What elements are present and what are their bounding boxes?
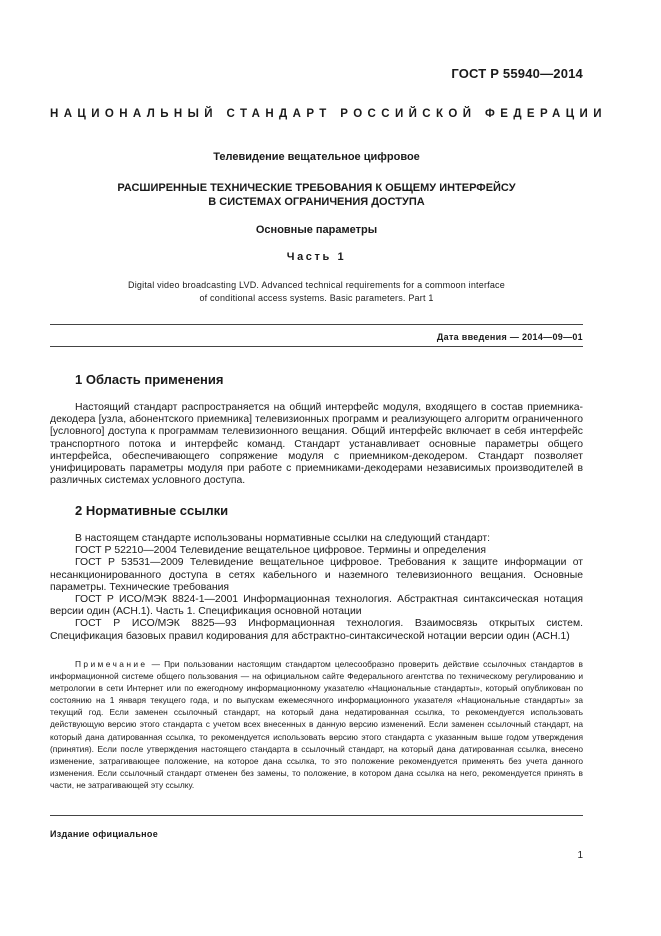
introduction-date: Дата введения — 2014—09—01 [436, 332, 583, 342]
title-line-1: РАСШИРЕННЫЕ ТЕХНИЧЕСКИЕ ТРЕБОВАНИЯ К ОБЩЕМУ ИНТЕРФЕЙСУ [117, 182, 516, 194]
date-divider [50, 346, 583, 347]
section-2-heading: 2 Нормативные ссылки [75, 503, 229, 518]
english-title [50, 279, 583, 305]
reference-item: ГОСТ Р 53531—2009 Телевидение вещательное цифровое. Требования к защите информации от несанкционированного доступа в сетях кабельного и наземного телевизионного вещания. Основные параметры. Технические требования [50, 557, 583, 593]
reference-item: ГОСТ Р ИСО/МЭК 8825—93 Информационная технология. Взаимосвязь открытых систем. Спецификация базовых правил кодирования для абстрактно-синтаксической нотации версии один (АСН.1) [50, 618, 583, 642]
section-1-heading: 1 Область применения [75, 372, 224, 387]
note-block [50, 658, 583, 791]
note-label: Примечание [75, 659, 148, 669]
note-paragraph [50, 658, 583, 791]
section-2-body [50, 533, 583, 643]
part-label: Часть 1 [286, 251, 347, 263]
reference-item: ГОСТ Р ИСО/МЭК 8824-1—2001 Информационная технология. Абстрактная синтаксическая нотация версии один (АСН.1). Часть 1. Спецификация основной нотации [50, 594, 583, 618]
section-1-body [50, 402, 583, 487]
title-line-2: В СИСТЕМАХ ОГРАНИЧЕНИЯ ДОСТУПА [208, 196, 425, 208]
field-of-standard: Телевидение вещательное цифровое [213, 151, 420, 163]
top-divider [50, 324, 583, 325]
english-title-line-2: of conditional access systems. Basic parameters. Part 1 [199, 293, 434, 303]
footer-divider [50, 815, 583, 816]
standard-type-banner: НАЦИОНАЛЬНЫЙ СТАНДАРТ РОССИЙСКОЙ ФЕДЕРАЦИИ [50, 108, 607, 120]
note-text: — При пользовании настоящим стандартом целесообразно проверить действие ссылочных стандартов в информационной системе общего пользования — на официальном сайте Федерального агентства по техническому регулированию и метрологии в сети Интернет или по ежегодному информационному указателю «Национальные стандарты», который опубликован по состоянию на 1 января текущего года, и по выпускам ежемесячного информационного указателя «Национальные стандарты» за текущий год. Если заменен ссылочный стандарт, на который дана недатированная ссылка, то рекомендуется использовать действующую версию этого стандарта с учетом всех внесенных в данную версию изменений. Если заменен ссылочный стандарт, на который дана датированная ссылка, то рекомендуется использовать версию этого стандарта с указанным выше годом утверждения (принятия). Если после утверждения настоящего стандарта в ссылочный стандарт, на который дана датированная ссылка, внесено изменение, затрагивающее положение, на которое дана ссылка, то это положение рекомендуется применять без учета данного изменения. Если ссылочный стандарт отменен без замены, то положение, в котором дана ссылка на него, рекомендуется принять в части, не затрагивающей эту ссылку. [50, 659, 583, 790]
document-subtitle: Основные параметры [255, 224, 378, 236]
page-number: 1 [577, 850, 583, 861]
document-number: ГОСТ Р 55940—2014 [451, 66, 583, 81]
edition-label: Издание официальное [50, 829, 159, 839]
section-1-paragraph: Настоящий стандарт распространяется на общий интерфейс модуля, входящего в состав приемника-декодера [узла, абонентского приемника] телевизионных программ и реализующего алгоритм ограниченного [условного] доступа к программам телевизионного вещания. Общий интерфейс включает в себя интерфейс транспортного потока и интерфейс команд. Стандарт устанавливает основные параметры общего интерфейса, обеспечивающего сопряжение модуля с приемником-декодером. Стандарт позволяет унифицировать параметры модуля при работе с приемниками-декодерами независимых производителей в различных системах условного доступа. [50, 402, 583, 487]
section-2-intro: В настоящем стандарте использованы нормативные ссылки на следующий стандарт: [75, 533, 491, 544]
reference-item: ГОСТ Р 52210—2004 Телевидение вещательное цифровое. Термины и определения [75, 545, 486, 557]
document-title [50, 181, 583, 209]
english-title-line-1: Digital video broadcasting LVD. Advanced technical requirements for a commoon interface [128, 280, 505, 290]
